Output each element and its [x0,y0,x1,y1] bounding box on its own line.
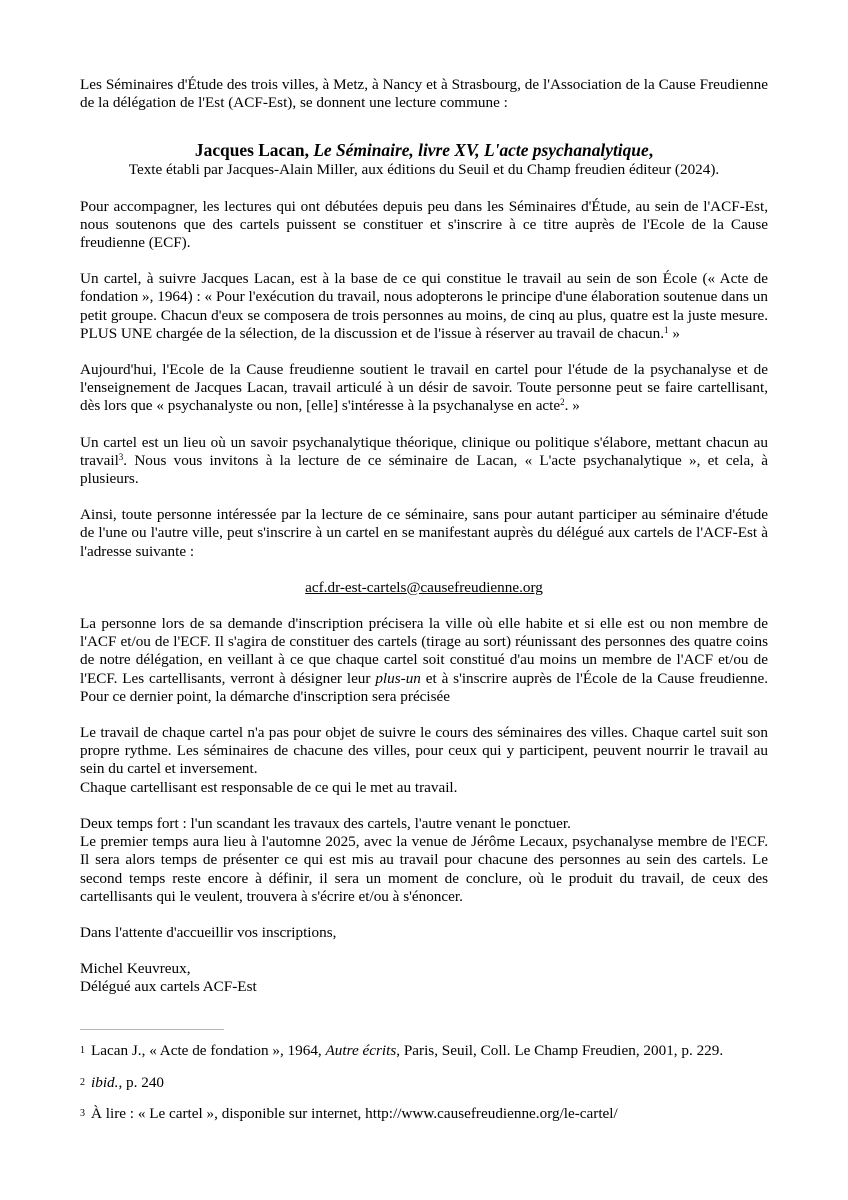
paragraph-lieu-end: . Nous vous invitons à la lecture de ce séminaire de Lacan, « L'acte psychanalytique », et cela, à plusieurs. [80,451,768,488]
paragraph-deux-temps: Deux temps fort : l'un scandant les travaux des cartels, l'autre venant le ponctuer. [80,814,571,832]
book-title-italic: Le Séminaire, livre XV, L'acte psychanalytique [313,140,649,161]
footnote-3-before: À lire : « Le cartel », disponible sur internet, http://www.causefreudienne.org/le-cartel/ [91,1105,618,1122]
book-edition: Texte établi par Jacques-Alain Miller, aux éditions du Seuil et du Champ freudien éditeur (2024). [128,161,720,179]
footnote-ref-1[interactable]: 1 [664,324,669,335]
footnote-2-after: , p. 240 [118,1074,164,1091]
paragraph-personne-before: La personne lors de sa demande d'inscription précisera la ville où elle habite et si elle est ou non membre de l'ACF et/ou de l'ECF. Il s'agira de constituer des cartels (tirage au sort) réunissant des personnes des quatre coins de notre délégation, en veillant à ce que chaque cartel soit constitué d'au moins un membre de l'ACF et/ou de l'ECF. Les cartellisants, verront à désigner leur [80,615,768,687]
closing-line: Dans l'attente d'accueillir vos inscriptions, [80,923,337,941]
signature-name: Michel Keuvreux, [80,960,191,978]
email-line [80,579,768,597]
footnote-2 [80,1074,780,1092]
paragraph-lieu-text: Un cartel est un lieu où un savoir psychanalytique théorique, clinique ou politique s'élabore, mettant chacun au travail [80,433,768,469]
paragraph-cartel-text: Un cartel, à suivre Jacques Lacan, est à la base de ce qui constitue le travail au sein de son École (« Acte de fondation », 1964) : « Pour l'exécution du travail, nous adopterons le principe d'une élaboration soutenue dans un petit groupe. Chacun d'eux se composera de trois personnes au moins, de cinq au plus, quatre est la juste mesure. PLUS UNE chargée de la sélection, de la discussion et de l'issue à réserver au travail de chacun. [80,270,768,342]
footnote-divider [80,1029,224,1030]
paragraph-ainsi: Ainsi, toute personne intéressée par la lecture de ce séminaire, sans pour autant participer au séminaire d'étude de l'une ou l'autre ville, peut s'inscrire à un cartel en se manifestant auprès du délégué aux cartels de l'ACF-Est à l'adresse suivante : [80,506,768,560]
document-body [80,76,768,997]
paragraph-personne-italic: plus-un [375,669,421,687]
email-link[interactable]: acf.dr-est-cartels@causefreudienne.org [305,578,543,596]
paragraph-responsable: Chaque cartellisant est responsable de ce qui le met au travail. [80,778,458,796]
footnote-2-italic: ibid. [91,1074,119,1091]
paragraph-lieu [80,434,768,489]
footnote-3-number: 3 [80,1108,85,1119]
book-author: Jacques Lacan, [194,140,309,161]
paragraph-personne-after: et à s'inscrire auprès de l'École de la Cause freudienne. Pour ce dernier point, la démarche d'inscription sera précisée [80,669,769,705]
intro-paragraph: Les Séminaires d'Étude des trois villes, à Metz, à Nancy et à Strasbourg, de l'Association de la Cause Freudienne de la délégation de l'Est (ACF-Est), se donnent une lecture commune : [80,76,768,112]
paragraph-cartel [80,270,768,343]
footnote-1-italic: Autre écrits [325,1042,397,1059]
paragraph-premier-temps: Le premier temps aura lieu à l'automne 2025, avec la venue de Jérôme Lecaux, psychanalyse membre de l'ECF. Il sera alors temps de présenter ce qui est mis au travail pour chacune des personnes au sein des cartels. Le second temps reste encore à définir, il sera un moment de conclure, où le produit du travail, de ceux des cartellisants qui le veulent, trouvera à s'écrire et/ou à s'énoncer. [80,833,768,905]
footnote-1-after: , Paris, Seuil, Coll. Le Champ Freudien, 2001, p. 229. [396,1042,724,1059]
paragraph-aujourdhui [80,361,768,416]
paragraph-aujourdhui-text: Aujourd'hui, l'Ecole de la Cause freudienne soutient le travail en cartel pour l'étude de la psychanalyse et de l'enseignement de Jacques Lacan, travail articulé à un désir de savoir. Toute personne peut se faire cartellisant, dès lors que « psychanalyste ou non, [elle] s'intéresse à la psychanalyse en acte [80,361,768,415]
footnote-ref-2[interactable]: 2 [560,397,565,408]
signature-role: Délégué aux cartels ACF-Est [80,978,257,996]
book-title-comma: , [648,140,654,161]
footnote-2-number: 2 [80,1077,85,1088]
paragraph-accompagner: Pour accompagner, les lectures qui ont débutées depuis peu dans les Séminaires d'Étude, au sein de l'ACF-Est, nous soutenons que des cartels puissent se constituer et s'inscrire à ce titre auprès de l'Ecole de la Cause freudienne (ECF). [80,197,768,252]
paragraph-aujourdhui-end: . » [564,397,580,415]
paragraph-personne [80,615,768,706]
footnote-1 [80,1042,780,1060]
book-title [80,140,768,161]
paragraph-travail: Le travail de chaque cartel n'a pas pour objet de suivre le cours des séminaires des villes. Chaque cartel suit son propre rythme. Les séminaires de chacune des villes, pour ceux qui y participent, peuvent nourrir le travail au sein du cartel et inversement. [80,724,768,778]
footnote-1-number: 1 [80,1045,85,1056]
footnote-1-before: Lacan J., « Acte de fondation », 1964, [91,1042,326,1059]
footnote-ref-3[interactable]: 3 [118,451,124,462]
paragraph-cartel-end: » [668,324,680,342]
footnote-3 [80,1105,780,1123]
